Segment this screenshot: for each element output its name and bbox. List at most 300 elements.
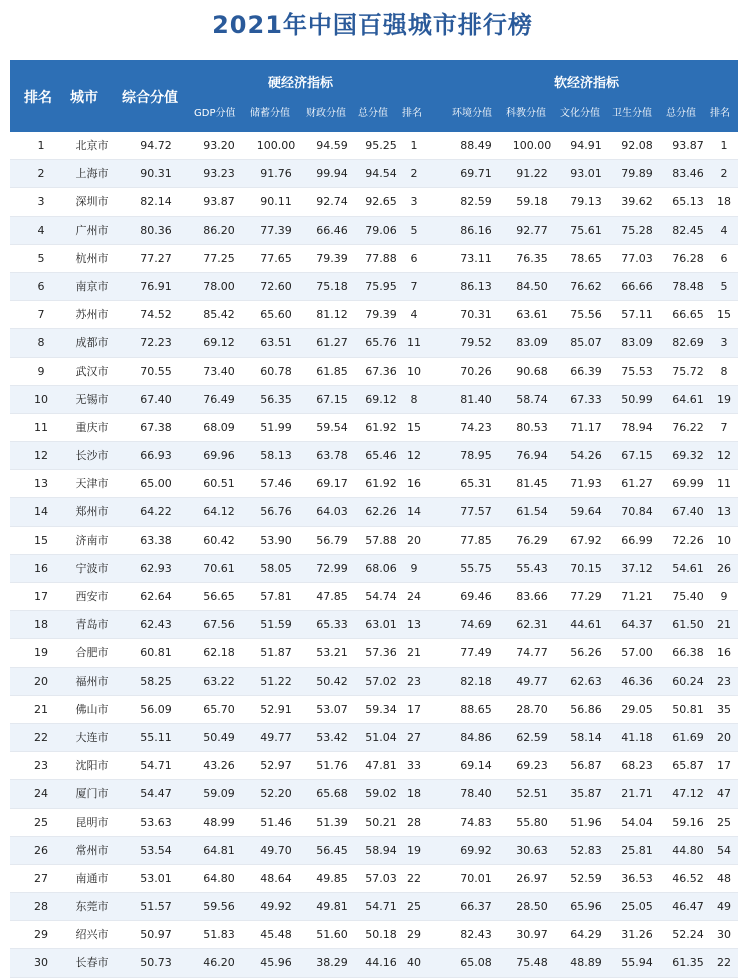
cell-savings-score: 52.20: [260, 787, 292, 801]
cell-city: 长沙市: [75, 449, 109, 463]
cell-soft-rank: 17: [717, 759, 731, 773]
cell-health-score: 66.66: [621, 279, 653, 293]
cell-soft-rank: 7: [720, 420, 728, 434]
table-row: [10, 414, 738, 442]
cell-soft-rank: 20: [717, 730, 731, 744]
cell-gdp-score: 59.09: [203, 787, 235, 801]
cell-culture-score: 67.33: [570, 392, 602, 406]
cell-savings-score: 49.92: [260, 900, 292, 914]
cell-soft-total: 61.35: [672, 956, 704, 970]
header-environment: 环境分值: [452, 108, 492, 119]
cell-rank: 27: [34, 871, 48, 885]
table-row: [10, 329, 738, 357]
cell-science-score: 76.35: [516, 251, 548, 265]
cell-finance-score: 79.39: [316, 251, 348, 265]
cell-soft-rank: 19: [717, 392, 731, 406]
cell-gdp-score: 85.42: [203, 308, 235, 322]
cell-hard-total: 67.36: [365, 364, 397, 378]
cell-savings-score: 53.90: [260, 533, 292, 547]
cell-culture-score: 56.87: [570, 759, 602, 773]
table-row: [10, 527, 738, 555]
cell-environment-score: 70.01: [460, 871, 492, 885]
cell-finance-score: 69.17: [316, 477, 348, 491]
table-row: [10, 583, 738, 611]
header-savings: 储蓄分值: [250, 108, 290, 119]
cell-hard-total: 65.76: [365, 336, 397, 350]
cell-city: 福州市: [75, 674, 109, 688]
header-gdp: GDP分值: [194, 108, 236, 119]
cell-rank: 18: [34, 618, 48, 632]
cell-soft-total: 54.61: [672, 561, 704, 575]
cell-soft-rank: 2: [720, 167, 728, 181]
cell-hard-rank: 27: [407, 730, 421, 744]
header-science: 科教分值: [506, 108, 546, 119]
cell-gdp-score: 50.49: [203, 730, 235, 744]
table-row: [10, 442, 738, 470]
cell-gdp-score: 62.18: [203, 646, 235, 660]
cell-science-score: 74.77: [516, 646, 548, 660]
cell-city: 绍兴市: [75, 928, 109, 942]
cell-hard-rank: 28: [407, 815, 421, 829]
cell-total-score: 53.54: [140, 843, 172, 857]
cell-finance-score: 75.18: [316, 279, 348, 293]
cell-science-score: 90.68: [516, 364, 548, 378]
cell-soft-total: 82.45: [672, 223, 704, 237]
header-soft-rank: 排名: [710, 108, 730, 119]
cell-hard-rank: 6: [410, 251, 418, 265]
cell-savings-score: 57.46: [260, 477, 292, 491]
cell-finance-score: 67.15: [316, 392, 348, 406]
cell-finance-score: 65.68: [316, 787, 348, 801]
cell-environment-score: 84.86: [460, 730, 492, 744]
cell-hard-total: 62.26: [365, 505, 397, 519]
cell-total-score: 58.25: [140, 674, 172, 688]
cell-hard-rank: 8: [410, 392, 418, 406]
cell-soft-rank: 15: [717, 308, 731, 322]
cell-culture-score: 52.59: [570, 871, 602, 885]
cell-city: 杭州市: [75, 251, 109, 265]
cell-gdp-score: 86.20: [203, 223, 235, 237]
cell-city: 东莞市: [75, 900, 109, 914]
cell-hard-total: 61.92: [365, 477, 397, 491]
cell-hard-rank: 19: [407, 843, 421, 857]
cell-finance-score: 38.29: [316, 956, 348, 970]
cell-savings-score: 49.77: [260, 730, 292, 744]
cell-rank: 30: [34, 956, 48, 970]
cell-total-score: 62.93: [140, 561, 172, 575]
cell-savings-score: 77.39: [260, 223, 292, 237]
table-row: [10, 273, 738, 301]
cell-culture-score: 62.63: [570, 674, 602, 688]
cell-health-score: 39.62: [621, 195, 653, 209]
cell-science-score: 80.53: [516, 420, 548, 434]
cell-culture-score: 54.26: [570, 449, 602, 463]
cell-soft-rank: 23: [717, 674, 731, 688]
cell-finance-score: 94.59: [316, 139, 348, 152]
cell-gdp-score: 60.51: [203, 477, 235, 491]
cell-health-score: 50.99: [621, 392, 653, 406]
cell-soft-rank: 5: [720, 279, 728, 293]
cell-science-score: 76.29: [516, 533, 548, 547]
cell-health-score: 79.89: [621, 167, 653, 181]
cell-gdp-score: 59.56: [203, 900, 235, 914]
cell-culture-score: 75.61: [570, 223, 602, 237]
cell-environment-score: 74.69: [460, 618, 492, 632]
cell-city: 西安市: [75, 590, 109, 603]
cell-culture-score: 79.13: [570, 195, 602, 209]
cell-savings-score: 77.65: [260, 251, 292, 265]
cell-science-score: 59.18: [516, 195, 548, 209]
header-hard-total: 总分值: [358, 108, 388, 119]
cell-city: 沈阳市: [75, 759, 109, 773]
cell-science-score: 83.09: [516, 336, 548, 350]
cell-environment-score: 69.46: [460, 590, 492, 603]
cell-city: 宁波市: [75, 561, 109, 575]
cell-gdp-score: 76.49: [203, 392, 235, 406]
cell-total-score: 62.43: [140, 618, 172, 632]
cell-environment-score: 82.59: [460, 195, 492, 209]
cell-science-score: 81.45: [516, 477, 548, 491]
cell-environment-score: 88.49: [460, 139, 492, 152]
cell-hard-rank: 12: [407, 449, 421, 463]
header-rank: 排名: [24, 90, 52, 106]
cell-finance-score: 50.42: [316, 674, 348, 688]
cell-rank: 22: [34, 730, 48, 744]
cell-hard-rank: 10: [407, 364, 421, 378]
cell-rank: 12: [34, 449, 48, 463]
cell-total-score: 50.73: [140, 956, 172, 970]
header-soft-group: 软经济指标: [554, 76, 620, 91]
cell-hard-total: 63.01: [365, 618, 397, 632]
cell-total-score: 63.38: [140, 533, 172, 547]
cell-science-score: 28.70: [516, 702, 548, 716]
cell-health-score: 71.21: [621, 590, 653, 603]
cell-city: 济南市: [75, 533, 109, 547]
cell-hard-rank: 29: [407, 928, 421, 942]
cell-savings-score: 63.51: [260, 336, 292, 350]
cell-soft-total: 83.46: [672, 167, 704, 181]
cell-total-score: 82.14: [140, 195, 172, 209]
cell-soft-total: 78.48: [672, 279, 704, 293]
cell-science-score: 76.94: [516, 449, 548, 463]
cell-soft-total: 75.72: [672, 364, 704, 378]
cell-hard-total: 44.16: [365, 956, 397, 970]
cell-gdp-score: 93.87: [203, 195, 235, 209]
cell-finance-score: 47.85: [316, 590, 348, 603]
cell-savings-score: 60.78: [260, 364, 292, 378]
cell-total-score: 80.36: [140, 223, 172, 237]
table-row: [10, 780, 738, 808]
cell-rank: 16: [34, 561, 48, 575]
cell-hard-rank: 1: [410, 139, 418, 152]
cell-soft-total: 64.61: [672, 392, 704, 406]
cell-rank: 9: [37, 364, 45, 378]
cell-soft-rank: 9: [720, 590, 728, 603]
cell-soft-rank: 54: [717, 843, 731, 857]
cell-science-score: 26.97: [516, 871, 548, 885]
cell-hard-total: 57.88: [365, 533, 397, 547]
cell-rank: 6: [37, 279, 45, 293]
cell-soft-total: 69.32: [672, 449, 704, 463]
cell-soft-rank: 4: [720, 223, 728, 237]
cell-hard-total: 95.25: [365, 139, 397, 152]
cell-health-score: 37.12: [621, 561, 653, 575]
cell-finance-score: 65.33: [316, 618, 348, 632]
cell-culture-score: 35.87: [570, 787, 602, 801]
cell-finance-score: 51.60: [316, 928, 348, 942]
cell-culture-score: 44.61: [570, 618, 602, 632]
cell-soft-rank: 26: [717, 561, 731, 575]
cell-environment-score: 82.18: [460, 674, 492, 688]
cell-soft-rank: 3: [720, 336, 728, 350]
cell-soft-total: 65.87: [672, 759, 704, 773]
cell-savings-score: 52.97: [260, 759, 292, 773]
cell-finance-score: 66.46: [316, 223, 348, 237]
table-row: [10, 160, 738, 188]
cell-savings-score: 45.96: [260, 956, 292, 970]
cell-hard-rank: 11: [407, 336, 421, 350]
cell-health-score: 83.09: [621, 336, 653, 350]
cell-gdp-score: 43.26: [203, 759, 235, 773]
cell-hard-total: 57.02: [365, 674, 397, 688]
cell-hard-total: 59.34: [365, 702, 397, 716]
cell-environment-score: 65.08: [460, 956, 492, 970]
table-row: [10, 132, 738, 160]
table-row: [10, 893, 738, 921]
cell-hard-rank: 25: [407, 900, 421, 914]
cell-total-score: 67.40: [140, 392, 172, 406]
cell-hard-total: 50.21: [365, 815, 397, 829]
cell-gdp-score: 64.80: [203, 871, 235, 885]
cell-total-score: 56.09: [140, 702, 172, 716]
cell-total-score: 65.00: [140, 477, 172, 491]
cell-environment-score: 55.75: [460, 561, 492, 575]
cell-soft-total: 50.81: [672, 702, 704, 716]
cell-hard-total: 61.92: [365, 420, 397, 434]
cell-city: 常州市: [75, 843, 109, 857]
header-city: 城市: [70, 90, 98, 106]
cell-hard-rank: 13: [407, 618, 421, 632]
cell-rank: 10: [34, 392, 48, 406]
cell-culture-score: 59.64: [570, 505, 602, 519]
cell-gdp-score: 60.42: [203, 533, 235, 547]
cell-hard-total: 50.18: [365, 928, 397, 942]
table-body: [10, 132, 738, 978]
header-hard-group: 硬经济指标: [268, 76, 334, 91]
cell-health-score: 92.08: [621, 139, 653, 152]
cell-health-score: 57.00: [621, 646, 653, 660]
cell-finance-score: 92.74: [316, 195, 348, 209]
cell-science-score: 91.22: [516, 167, 548, 181]
cell-culture-score: 85.07: [570, 336, 602, 350]
header-hard-rank: 排名: [402, 108, 422, 119]
cell-city: 合肥市: [75, 646, 109, 660]
cell-culture-score: 65.96: [570, 900, 602, 914]
cell-city: 厦门市: [75, 787, 109, 801]
cell-gdp-score: 68.09: [203, 420, 235, 434]
cell-gdp-score: 69.96: [203, 449, 235, 463]
cell-soft-total: 76.28: [672, 251, 704, 265]
cell-environment-score: 77.85: [460, 533, 492, 547]
cell-science-score: 100.00: [512, 139, 552, 152]
cell-finance-score: 51.76: [316, 759, 348, 773]
cell-culture-score: 66.39: [570, 364, 602, 378]
cell-environment-score: 66.37: [460, 900, 492, 914]
cell-environment-score: 69.14: [460, 759, 492, 773]
cell-hard-total: 77.88: [365, 251, 397, 265]
cell-finance-score: 56.45: [316, 843, 348, 857]
cell-hard-total: 65.46: [365, 449, 397, 463]
header-soft-total: 总分值: [666, 108, 696, 119]
cell-hard-rank: 23: [407, 674, 421, 688]
cell-city: 大连市: [75, 730, 109, 744]
cell-savings-score: 90.11: [260, 195, 292, 209]
cell-culture-score: 71.93: [570, 477, 602, 491]
cell-culture-score: 64.29: [570, 928, 602, 942]
cell-environment-score: 70.31: [460, 308, 492, 322]
cell-rank: 8: [37, 336, 45, 350]
cell-gdp-score: 65.70: [203, 702, 235, 716]
cell-hard-rank: 2: [410, 167, 418, 181]
cell-science-score: 69.23: [516, 759, 548, 773]
cell-culture-score: 76.62: [570, 279, 602, 293]
cell-gdp-score: 67.56: [203, 618, 235, 632]
cell-hard-total: 54.71: [365, 900, 397, 914]
cell-finance-score: 59.54: [316, 420, 348, 434]
cell-hard-rank: 14: [407, 505, 421, 519]
cell-rank: 21: [34, 702, 48, 716]
cell-hard-rank: 22: [407, 871, 421, 885]
cell-rank: 20: [34, 674, 48, 688]
cell-rank: 28: [34, 900, 48, 914]
table-row: [10, 837, 738, 865]
cell-finance-score: 61.27: [316, 336, 348, 350]
cell-rank: 17: [34, 590, 48, 603]
cell-city: 南通市: [75, 871, 109, 885]
cell-total-score: 60.81: [140, 646, 172, 660]
cell-soft-total: 93.87: [672, 139, 704, 152]
cell-city: 长春市: [75, 956, 109, 970]
cell-city: 青岛市: [75, 618, 109, 632]
cell-health-score: 57.11: [621, 308, 653, 322]
cell-environment-score: 86.16: [460, 223, 492, 237]
table-row: [10, 245, 738, 273]
cell-hard-total: 75.95: [365, 279, 397, 293]
cell-savings-score: 57.81: [260, 590, 292, 603]
cell-culture-score: 51.96: [570, 815, 602, 829]
cell-gdp-score: 48.99: [203, 815, 235, 829]
cell-health-score: 55.94: [621, 956, 653, 970]
cell-health-score: 68.23: [621, 759, 653, 773]
cell-savings-score: 58.05: [260, 561, 292, 575]
table-row: [10, 301, 738, 329]
cell-environment-score: 69.71: [460, 167, 492, 181]
cell-soft-total: 66.65: [672, 308, 704, 322]
cell-hard-total: 94.54: [365, 167, 397, 181]
cell-total-score: 66.93: [140, 449, 172, 463]
cell-total-score: 62.64: [140, 590, 172, 603]
cell-hard-rank: 16: [407, 477, 421, 491]
header-culture: 文化分值: [560, 108, 600, 119]
cell-total-score: 53.01: [140, 871, 172, 885]
cell-soft-rank: 11: [717, 477, 731, 491]
cell-environment-score: 65.31: [460, 477, 492, 491]
cell-health-score: 41.18: [621, 730, 653, 744]
cell-culture-score: 77.29: [570, 590, 602, 603]
cell-hard-total: 58.94: [365, 843, 397, 857]
cell-soft-total: 52.24: [672, 928, 704, 942]
cell-science-score: 58.74: [516, 392, 548, 406]
cell-finance-score: 51.39: [316, 815, 348, 829]
cell-total-score: 94.72: [140, 139, 172, 152]
cell-city: 南京市: [75, 279, 109, 293]
cell-rank: 14: [34, 505, 48, 519]
cell-finance-score: 72.99: [316, 561, 348, 575]
cell-soft-total: 72.26: [672, 533, 704, 547]
cell-science-score: 28.50: [516, 900, 548, 914]
cell-soft-rank: 22: [717, 956, 731, 970]
cell-total-score: 54.47: [140, 787, 172, 801]
cell-finance-score: 56.79: [316, 533, 348, 547]
cell-soft-total: 66.38: [672, 646, 704, 660]
cell-soft-total: 61.69: [672, 730, 704, 744]
cell-science-score: 92.77: [516, 223, 548, 237]
cell-environment-score: 77.57: [460, 505, 492, 519]
cell-soft-total: 75.40: [672, 590, 704, 603]
cell-environment-score: 86.13: [460, 279, 492, 293]
cell-environment-score: 74.23: [460, 420, 492, 434]
cell-science-score: 30.97: [516, 928, 548, 942]
cell-science-score: 63.61: [516, 308, 548, 322]
table-row: [10, 668, 738, 696]
cell-hard-total: 47.81: [365, 759, 397, 773]
cell-science-score: 62.31: [516, 618, 548, 632]
cell-gdp-score: 51.83: [203, 928, 235, 942]
cell-rank: 29: [34, 928, 48, 942]
cell-environment-score: 73.11: [460, 251, 492, 265]
cell-culture-score: 58.14: [570, 730, 602, 744]
cell-soft-rank: 1: [720, 139, 728, 152]
cell-soft-rank: 35: [717, 702, 731, 716]
cell-science-score: 30.63: [516, 843, 548, 857]
cell-hard-rank: 4: [410, 308, 418, 322]
cell-savings-score: 48.64: [260, 871, 292, 885]
cell-science-score: 52.51: [516, 787, 548, 801]
cell-total-score: 77.27: [140, 251, 172, 265]
cell-savings-score: 56.35: [260, 392, 292, 406]
cell-environment-score: 70.26: [460, 364, 492, 378]
cell-savings-score: 51.87: [260, 646, 292, 660]
cell-rank: 4: [37, 223, 45, 237]
cell-gdp-score: 77.25: [203, 251, 235, 265]
cell-hard-rank: 9: [410, 561, 418, 575]
table-row: [10, 639, 738, 667]
cell-health-score: 25.81: [621, 843, 653, 857]
cell-health-score: 25.05: [621, 900, 653, 914]
cell-soft-rank: 21: [717, 618, 731, 632]
cell-finance-score: 53.07: [316, 702, 348, 716]
cell-soft-total: 61.50: [672, 618, 704, 632]
cell-soft-rank: 16: [717, 646, 731, 660]
cell-health-score: 64.37: [621, 618, 653, 632]
cell-savings-score: 51.46: [260, 815, 292, 829]
cell-science-score: 55.80: [516, 815, 548, 829]
cell-city: 武汉市: [75, 364, 109, 378]
cell-savings-score: 100.00: [256, 139, 296, 152]
cell-culture-score: 71.17: [570, 420, 602, 434]
cell-rank: 15: [34, 533, 48, 547]
cell-culture-score: 94.91: [570, 139, 602, 152]
